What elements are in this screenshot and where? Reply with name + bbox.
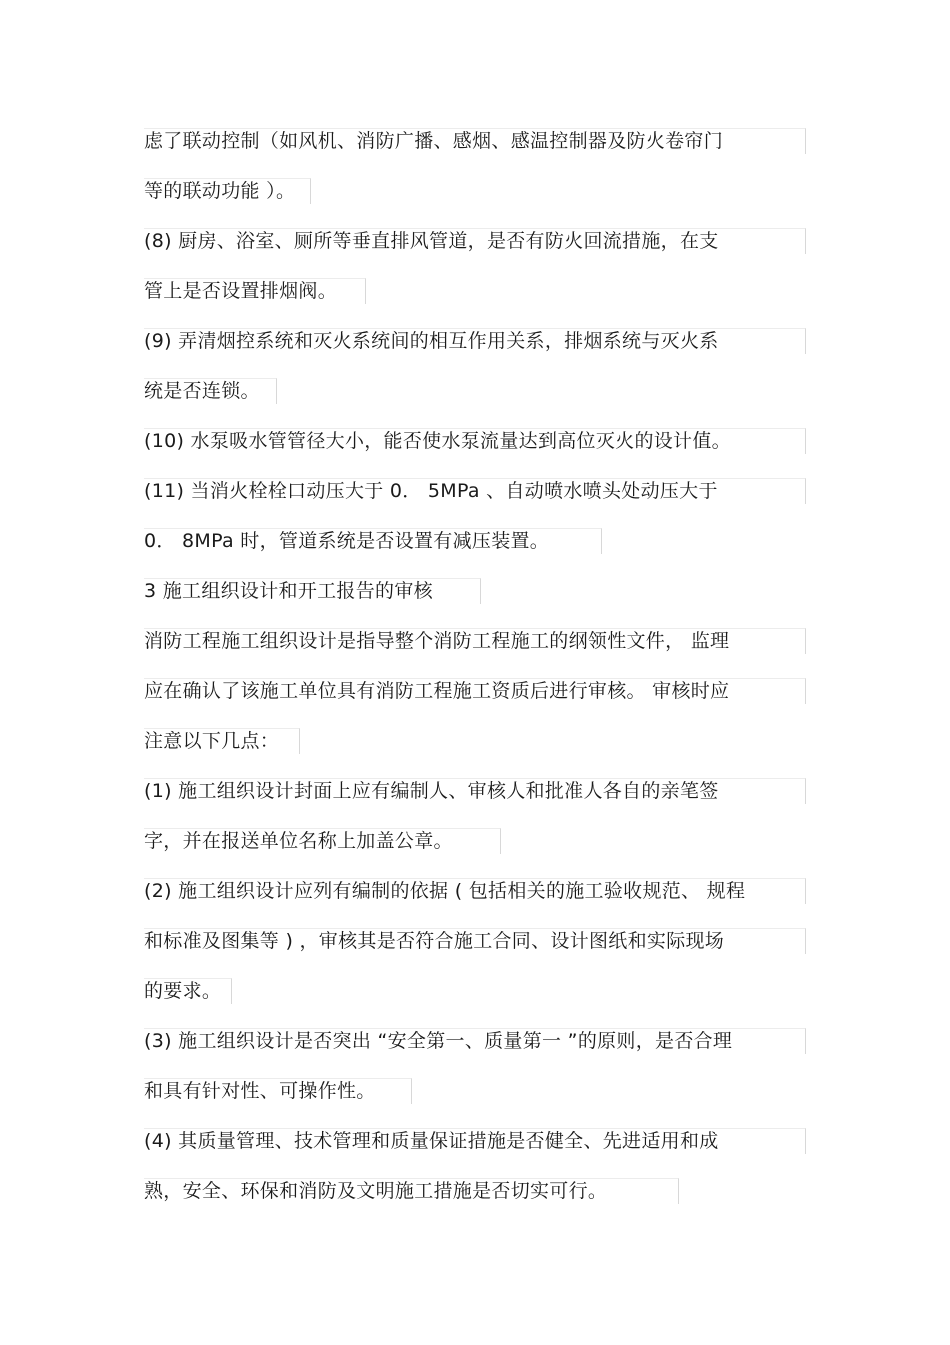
- text-line-content: 消防工程施工组织设计是指导整个消防工程施工的纲领性文件， 监理: [144, 630, 730, 652]
- text-line-content: 统是否连锁。: [144, 380, 260, 402]
- text-line-content: 和标准及图集等 ) ，审核其是否符合施工合同、设计图纸和实际现场: [144, 930, 725, 952]
- text-line-content: 管上是否设置排烟阀。: [144, 280, 338, 302]
- text-line-content: 虑了联动控制（如风机、消防广播、感烟、感温控制器及防火卷帘门: [144, 130, 724, 152]
- text-line: [144, 128, 723, 154]
- text-line-content: (8) 厨房、浴室、厕所等垂直排风管道，是否有防火回流措施，在支: [144, 230, 719, 252]
- text-line: [144, 678, 729, 704]
- text-line: [144, 478, 718, 504]
- text-line-content: 应在确认了该施工单位具有消防工程施工资质后进行审核。 审核时应: [144, 680, 730, 702]
- text-line-content: 0． 8MPa 时，管道系统是否设置有减压装置。: [144, 530, 550, 552]
- text-line: [144, 878, 745, 904]
- text-line: [144, 1178, 607, 1204]
- text-line-content: (10) 水泵吸水管管径大小，能否使水泵流量达到高位灭火的设计值。: [144, 430, 731, 452]
- text-line-content: 注意以下几点：: [144, 730, 280, 752]
- text-line-content: (9) 弄清烟控系统和灭火系统间的相互作用关系，排烟系统与灭火系: [144, 330, 719, 352]
- text-line: [144, 278, 337, 304]
- text-line: [144, 728, 279, 754]
- text-line-content: 字，并在报送单位名称上加盖公章。: [144, 830, 453, 852]
- text-line: [144, 978, 221, 1004]
- text-line: [144, 1078, 376, 1104]
- text-line-content: 等的联动功能 ）。: [144, 180, 296, 202]
- text-line-content: (4) 其质量管理、技术管理和质量保证措施是否健全、先进适用和成: [144, 1130, 719, 1152]
- text-line: [144, 778, 719, 804]
- text-line: [144, 328, 719, 354]
- text-line: [144, 378, 260, 404]
- text-line-content: (1) 施工组织设计封面上应有编制人、审核人和批准人各自的亲笔签: [144, 780, 719, 802]
- text-line-content: 的要求。: [144, 980, 222, 1002]
- text-line: [144, 1128, 719, 1154]
- text-line-content: (11) 当消火栓栓口动压大于 0． 5MPa 、自动喷水喷头处动压大于: [144, 480, 718, 502]
- text-line-content: 和具有针对性、可操作性。: [144, 1080, 376, 1102]
- text-line: [144, 528, 549, 554]
- section-heading-text: 3 施工组织设计和开工报告的审核: [144, 580, 433, 602]
- text-line: [144, 928, 724, 954]
- text-line: [144, 178, 295, 204]
- section-heading: [144, 578, 433, 604]
- text-line: [144, 428, 731, 454]
- text-line-content: (3) 施工组织设计是否突出 “安全第一、质量第一 ”的原则，是否合理: [144, 1030, 733, 1052]
- text-line-content: 熟，安全、环保和消防及文明施工措施是否切实可行。: [144, 1180, 608, 1202]
- text-line: [144, 828, 453, 854]
- text-line-content: (2) 施工组织设计应列有编制的依据 ( 包括相关的施工验收规范、 规程: [144, 880, 746, 902]
- text-line: [144, 1028, 732, 1054]
- text-line: [144, 628, 729, 654]
- text-line: [144, 228, 719, 254]
